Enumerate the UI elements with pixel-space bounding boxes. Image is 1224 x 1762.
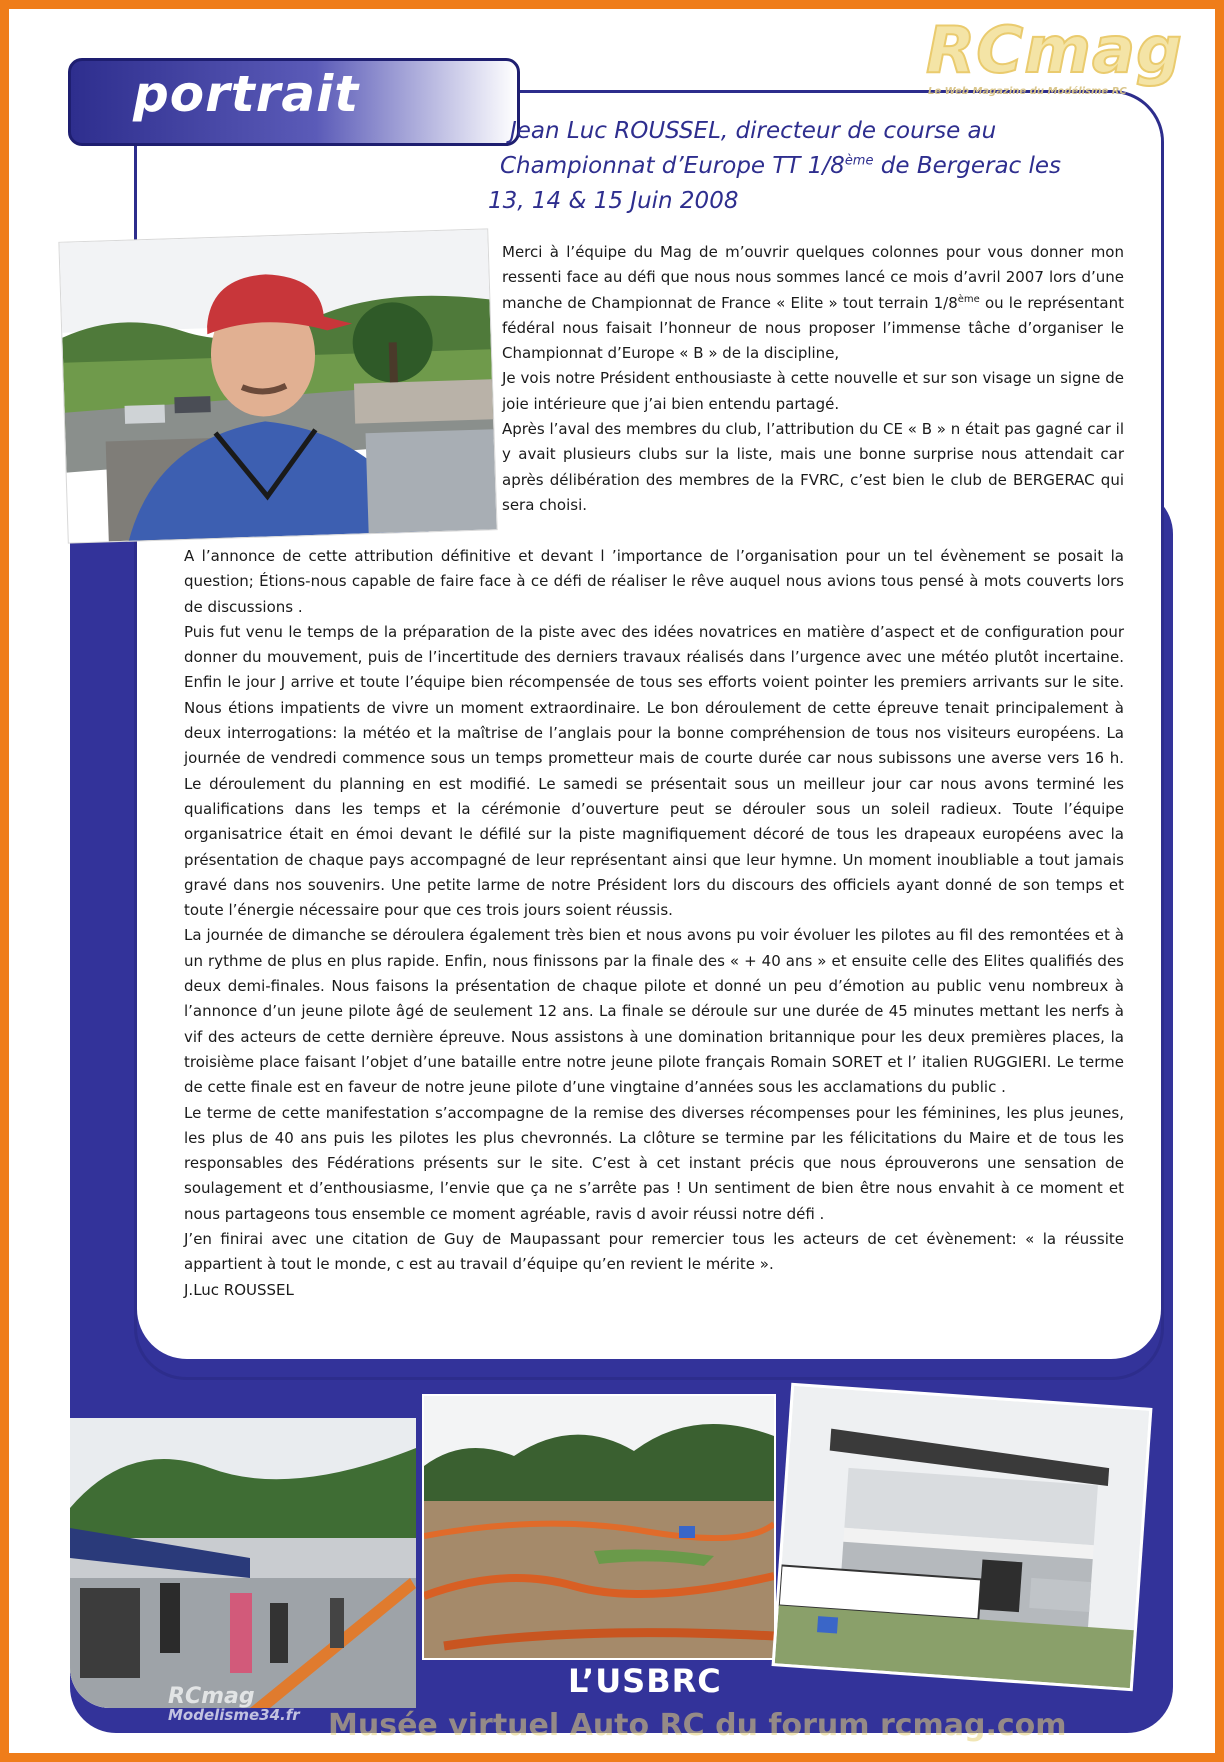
race-tower-photo xyxy=(775,1386,1150,1688)
rcmag-logo xyxy=(918,18,1198,102)
watermark-site: Modelisme34.fr xyxy=(168,1706,300,1724)
heading-line-1-text: Jean Luc ROUSSEL, directeur de course au xyxy=(510,118,997,144)
portrait-photo xyxy=(59,229,496,542)
body-paragraph-3: La journée de dimanche se déroulera également très bien et nous avons pu voir évoluer les pilotes au fil des remontées et à un rythme de plus en plus rapide. Enfin, nous finissons par la finale des « + 40 ans » et ensuite celle des Elites qualifiés des deux demi-finales. Nous faisons la présentation de chaque pilote et donné un peu d’émotion au public venu nombreux à l’annonce d’un jeune pilote âgé de seulement 12 ans. La finale se déroule sur une durée de 45 minutes mettant les nerfs à vif des acteurs de cette dernière épreuve. Nous assistons à une domination britannique pour les deux premières places, la troisième place faisant l’objet d’une bataille entre notre jeune pilote français Romain SORET et l’ italien RUGGIERI. Le terme de cette finale est en faveur de notre jeune pilote d’une vingtaine d’années sous les acclamations du public . xyxy=(184,926,1124,1097)
track-photo xyxy=(424,1396,774,1658)
rcmag-logo-tagline: Le Web Magazine du Modélisme RC xyxy=(928,86,1127,97)
intro-paragraph-3: Après l’aval des membres du club, l’attribution du CE « B » n était pas gagné car il y avait plusieurs clubs sur la liste, mais une bonne surprise nous attendait car après délibération des membres de la FVRC, c’est bien le club de BERGERAC qui sera choisi. xyxy=(502,420,1124,514)
rcmag-watermark xyxy=(168,1684,300,1724)
body-paragraph-1: A l’annonce de cette attribution définitive et devant l ’importance de l’organisation pour un tel évènement se posait la question; Étions-nous capable de faire face à ce défi de réaliser le rêve auquel nous avions tous pensé à mots couverts lors de discussions . xyxy=(184,547,1124,616)
body-paragraph-2: Puis fut venu le temps de la préparation de la piste avec des idées novatrices en matière d’aspect et de configuration pour donner du mouvement, puis de l’incertitude des derniers travaux réalisés dans l’urgence avec une météo plutôt incertaine. Enfin le jour J arrive et toute l’équipe bien récompensée de tous ses efforts voient pointer les premiers arrivants sur le site. Nous étions impatients de vivre un moment extraordinaire. Le bon déroulement de cette épreuve tenait principalement à deux interrogations: la météo et la maîtrise de l’anglais pour la bonne compréhension de tous nos visiteurs européens. La journée de vendredi commence sous un temps prometteur mais de courte durée car nous subissons une averse vers 16 h. Le déroulement du planning en est modifié. Le samedi se présentait sous un meilleur jour car nous avons terminé les qualifications dans les temps et la cérémonie d’ouverture peut se dérouler sous un soleil radieux. Toute l’équipe organisatrice était en émoi devant le défilé sur la piste magnifiquement décoré de tous les drapeaux européens avec la présentation de chaque pays accompagné de leur représentant ainsi que leur hymne. Un moment inoubliable a tout jamais gravé dans nos souvenirs. Une petite larme de notre Président lors du discours des officiels ayant donné de son temps et toute l’énergie nécessaire pour que ces trois jours soient réussis. xyxy=(184,622,1124,920)
heading-superscript: ème xyxy=(844,153,874,169)
article-body xyxy=(184,544,1124,1303)
heading-line-3 xyxy=(488,184,1176,219)
museum-watermark: Musée virtuel Auto RC du forum rcmag.com xyxy=(328,1708,1067,1743)
watermark-brand: RCmag xyxy=(168,1684,255,1709)
heading-line-3-text: 13, 14 & 15 Juin 2008 xyxy=(488,188,739,214)
section-tab xyxy=(68,58,520,146)
intro-paragraph-2: Je vois notre Président enthousiaste à cette nouvelle et sur son visage un signe de joie intérieure que j’ai bien entendu partagé. xyxy=(502,369,1124,413)
author-signature: J.Luc ROUSSEL xyxy=(184,1280,294,1299)
heading-line-2 xyxy=(496,149,1176,184)
intro-paragraph-1-end: ou le représentant fédéral nous faisait l’honneur de nous proposer l’immense tâche d’organiser le Championnat d’Europe « B » de la discipline, xyxy=(502,293,1124,363)
article-heading xyxy=(488,114,1176,219)
magazine-page xyxy=(18,18,1206,1744)
section-tab-title: portrait xyxy=(133,65,360,123)
pits-photo xyxy=(70,1418,416,1708)
heading-line-2-end: de Bergerac les xyxy=(873,153,1062,179)
rcmag-logo-word: RCmag xyxy=(926,18,1183,88)
heading-line-2-text: Championnat d’Europe TT 1/8 xyxy=(500,153,845,179)
intro-paragraph-1-text: Merci à l’équipe du Mag de m’ouvrir quelques colonnes pour vous donner mon ressenti face au défi que nous nous sommes lancé ce mois d’avril 2007 lors d’une manche de Championnat de France « Elite » tout terrain 1/8 xyxy=(502,243,1124,312)
intro-text xyxy=(502,240,1124,518)
heading-line-1 xyxy=(496,114,1176,149)
intro-superscript: ème xyxy=(957,293,980,305)
body-paragraph-5: J’en finirai avec une citation de Guy de Maupassant pour remercier tous les acteurs de cet évènement: « la réussite appartient à tout le monde, c est au travail d’équipe qu’en revient le mérite ». xyxy=(184,1230,1124,1274)
body-paragraph-4: Le terme de cette manifestation s’accompagne de la remise des diverses récompenses pour les féminines, les plus jeunes, les plus de 40 ans puis les pilotes les plus chevronnés. La clôture se termine par les félicitations du Maire et de tous les responsables des Fédérations présents sur le site. C’est à cet instant précis que nous éprouverons une sensation de soulagement et d’enthousiasme, l’envie que ça ne s’arrête pas ! Un sentiment de bien être nous envahit à ce moment et nous partageons tous ensemble ce moment agréable, ravis d avoir réussi notre défi . xyxy=(184,1103,1124,1223)
intro-paragraph-1 xyxy=(502,240,1124,366)
usbrc-caption: L’USBRC xyxy=(568,1662,722,1700)
